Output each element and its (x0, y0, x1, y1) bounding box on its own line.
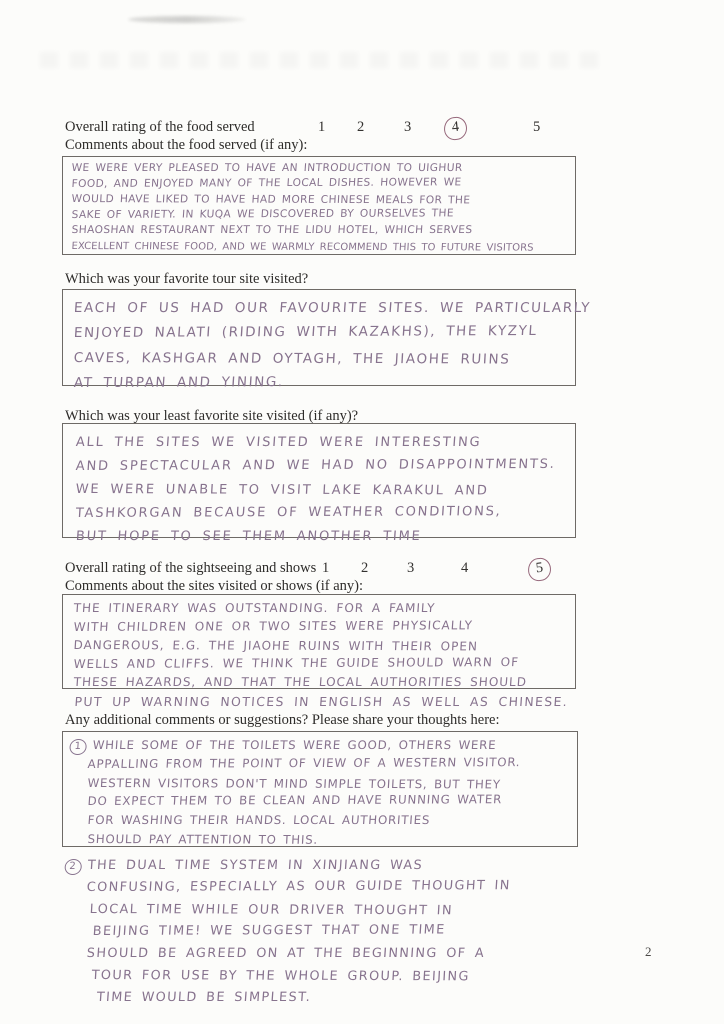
sightseeing-rating-option-5-selected (536, 560, 543, 578)
handwritten-line: TOUR FOR USE BY THE WHOLE GROUP. BEIJING (91, 968, 471, 985)
handwritten-line: BUT HOPE TO SEE THEM ANOTHER TIME (75, 529, 423, 544)
handwritten-line: SAKE OF VARIETY. IN KUQA WE DISCOVERED BY OURSELVES THE (71, 207, 455, 221)
pen-circle-mark: 4 (443, 116, 469, 141)
handwritten-line: THE ITINERARY WAS OUTSTANDING. FOR A FAMILY (73, 601, 436, 615)
handwritten-line (64, 855, 606, 877)
additional-comments-point2 (64, 855, 604, 1009)
sightseeing-rating-label: Overall rating of the sightseeing and shows (65, 560, 317, 576)
sites-comments-box (62, 594, 576, 689)
scan-smudge-mark (128, 16, 246, 23)
handwritten-line: LOCAL TIME WHILE OUR DRIVER THOUGHT IN (89, 902, 454, 919)
handwritten-line: SHAOSHAN RESTAURANT NEXT TO THE LIDU HOTEL, WHICH SERVES (71, 224, 473, 237)
handwritten-line: ALL THE SITES WE VISITED WERE INTERESTING (75, 435, 482, 450)
favorite-site-question: Which was your favorite tour site visited? (65, 271, 309, 287)
handwritten-line: WE WERE VERY PLEASED TO HAVE AN INTRODUCTION TO UIGHUR (71, 162, 464, 174)
handwritten-line: SHOULD PAY ATTENTION TO THIS. (87, 831, 319, 847)
circled-number-1: 1 (69, 739, 87, 755)
food-rating-label: Overall rating of the food served (65, 119, 255, 135)
food-rating-option-4-selected (452, 119, 459, 137)
handwritten-line: APPALLING FROM THE POINT OF VIEW OF A WESTERN VISITOR. (87, 755, 521, 772)
handwritten-line: EXCELLENT CHINESE FOOD, AND WE WARMLY RECOMMEND THIS TO FUTURE VISITORS (71, 240, 534, 254)
food-comments-box (62, 156, 576, 255)
handwritten-line: TIME WOULD BE SIMPLEST. (96, 990, 312, 1005)
handwritten-line: AND SPECTACULAR AND WE HAD NO DISAPPOINTMENTS. (75, 456, 557, 474)
handwritten-line: THESE HAZARDS, AND THAT THE LOCAL AUTHORITIES SHOULD (73, 675, 528, 690)
favorite-site-box (62, 289, 592, 392)
sites-comments-label: Comments about the sites visited or shows (if any): (65, 578, 364, 594)
handwritten-line: DO EXPECT THEM TO BE CLEAN AND HAVE RUNNING WATER (87, 792, 503, 809)
food-rating-option-1: 1 (318, 119, 326, 135)
handwritten-line: DANGEROUS, E.G. THE JIAOHE RUINS WITH THEIR OPEN (73, 638, 479, 654)
food-rating-row (0, 119, 724, 139)
handwritten-text: THE DUAL TIME SYSTEM IN XINJIANG WAS (87, 858, 424, 873)
handwritten-line: ENJOYED NALATI (RIDING WITH KAZAKHS), THE KYZYL (73, 322, 539, 342)
sightseeing-rating-option-1: 1 (322, 560, 330, 576)
additional-comments-label: Any additional comments or suggestions? Please share your thoughts here: (65, 712, 500, 728)
sightseeing-rating-option-2: 2 (361, 560, 369, 576)
handwritten-line: WESTERN VISITORS DON'T MIND SIMPLE TOILETS, BUT THEY (87, 775, 502, 792)
scan-bleedthrough (40, 52, 600, 68)
food-comments-label: Comments about the food served (if any): (65, 137, 308, 153)
sightseeing-rating-row (0, 560, 724, 580)
handwritten-line: EACH OF US HAD OUR FAVOURITE SITES. WE PARTICULARLY (73, 300, 592, 316)
handwritten-line: WE WERE UNABLE TO VISIT LAKE KARAKUL AND (75, 482, 490, 499)
handwritten-line: FOOD, AND ENJOYED MANY OF THE LOCAL DISHES. HOWEVER WE (71, 175, 462, 190)
sightseeing-rating-option-4: 4 (461, 560, 469, 576)
handwritten-line: BEIJING TIME! WE SUGGEST THAT ONE TIME (92, 922, 447, 940)
page-number: 2 (645, 944, 652, 959)
least-favorite-question: Which was your least favorite site visited (if any)? (65, 408, 359, 424)
food-rating-option-2: 2 (357, 119, 365, 135)
least-favorite-box (62, 423, 576, 544)
handwritten-line: CONFUSING, ESPECIALLY AS OUR GUIDE THOUGHT IN (86, 878, 512, 896)
food-rating-option-3: 3 (404, 119, 412, 135)
handwritten-overflow-line: PUT UP WARNING NOTICES IN ENGLISH AS WELL AS CHINESE. (74, 694, 569, 709)
handwritten-line: WOULD HAVE LIKED TO HAVE HAD MORE CHINESE MEALS FOR THE (71, 193, 471, 207)
pen-circle-mark: 5 (527, 557, 553, 582)
handwritten-text: WHILE SOME OF THE TOILETS WERE GOOD, OTHERS WERE (92, 738, 497, 752)
handwritten-line: WITH CHILDREN ONE OR TWO SITES WERE PHYSICALLY (73, 617, 474, 634)
handwritten-line: CAVES, KASHGAR AND OYTAGH, THE JIAOHE RUINS (73, 350, 511, 368)
handwritten-line: FOR WASHING THEIR HANDS. LOCAL AUTHORITIES (87, 813, 431, 828)
additional-comments-box (62, 731, 578, 847)
circled-number-2: 2 (64, 859, 82, 875)
handwritten-line: AT TURPAN AND YINING. (73, 374, 285, 392)
food-rating-option-5: 5 (533, 119, 541, 135)
handwritten-line: TASHKORGAN BECAUSE OF WEATHER CONDITIONS, (75, 503, 503, 521)
sightseeing-rating-option-3: 3 (407, 560, 415, 576)
handwritten-line: SHOULD BE AGREED ON AT THE BEGINNING OF A (86, 946, 486, 961)
handwritten-line: WELLS AND CLIFFS. WE THINK THE GUIDE SHOULD WARN OF (73, 654, 520, 671)
